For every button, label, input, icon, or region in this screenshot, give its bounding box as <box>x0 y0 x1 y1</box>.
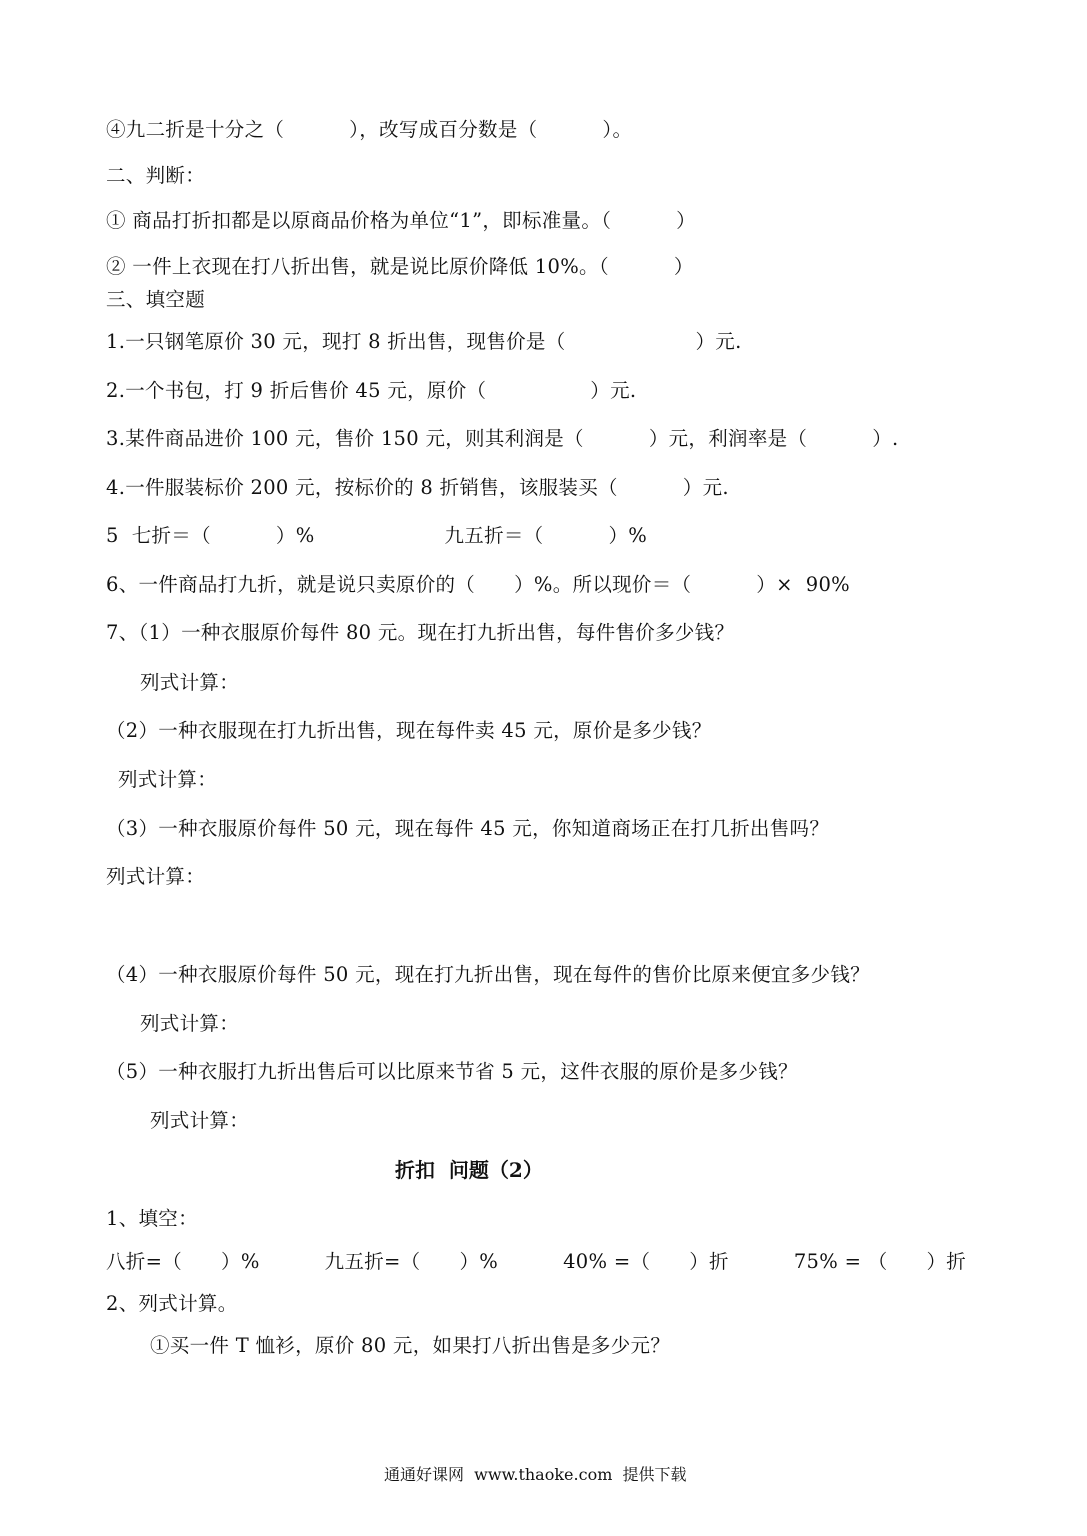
judgment-item-2: ② 一件上衣现在打八折出售，就是说比原价降低 10%。（ ） <box>106 255 694 278</box>
part2-fill-heading: 1、填空： <box>106 1207 198 1230</box>
section-fill-heading: 三、填空题 <box>106 288 206 311</box>
fill-item-2: 2.一个书包，打 9 折后售价 45 元，原价（ ）元. <box>106 379 637 402</box>
word-problem-2: （2）一种衣服现在打九折出售，现在每件卖 45 元，原价是多少钱？ <box>106 719 712 742</box>
fill-item-6: 6、一件商品打九折，就是说只卖原价的（ ）%。所以现价＝（ ）× 90% <box>106 573 850 596</box>
question-1-4: ④九二折是十分之（ ），改写成百分数是（ ）。 <box>106 118 633 141</box>
fill-item-3: 3.某件商品进价 100 元，售价 150 元，则其利润是（ ）元，利润率是（ ）. <box>106 427 899 450</box>
fill-item-4: 4.一件服装标价 200 元，按标价的 8 折销售，该服装买（ ）元. <box>106 476 729 499</box>
word-problem-5: （5）一种衣服打九折出售后可以比原来节省 5 元，这件衣服的原价是多少钱？ <box>106 1060 798 1083</box>
section-title: 折扣 问题（2） <box>395 1158 543 1182</box>
fill-item-1: 1.一只钢笔原价 30 元，现打 8 折出售，现售价是（ ）元. <box>106 330 742 353</box>
section-judgment-heading: 二、判断： <box>106 164 206 187</box>
calculation-label-1: 列式计算： <box>140 671 240 694</box>
part2-fill-items: 八折=（ ）% 九五折=（ ）% 40% =（ ）折 75% = （ ）折 <box>106 1250 967 1273</box>
part2-calc-item-1: ①买一件 T 恤衫，原价 80 元，如果打八折出售是多少元？ <box>150 1334 671 1357</box>
word-problem-3: （3）一种衣服原价每件 50 元，现在每件 45 元，你知道商场正在打几折出售吗？ <box>106 817 830 840</box>
fill-item-5: 5 七折＝（ ）% 九五折＝（ ）% <box>106 524 648 547</box>
calculation-label-5: 列式计算： <box>150 1109 250 1132</box>
calculation-label-2: 列式计算： <box>118 768 218 791</box>
page-footer: 通通好课网 www.thaoke.com 提供下载 <box>384 1465 687 1484</box>
part2-calc-heading: 2、列式计算。 <box>106 1292 238 1315</box>
calculation-label-3: 列式计算： <box>106 865 206 888</box>
word-problem-4: （4）一种衣服原价每件 50 元，现在打九折出售，现在每件的售价比原来便宜多少钱？ <box>106 963 870 986</box>
judgment-item-1: ① 商品打折扣都是以原商品价格为单位“1”，即标准量。（ ） <box>106 209 696 232</box>
word-problem-1: 7、（1）一种衣服原价每件 80 元。现在打九折出售，每件售价多少钱？ <box>106 621 735 644</box>
calculation-label-4: 列式计算： <box>140 1012 240 1035</box>
